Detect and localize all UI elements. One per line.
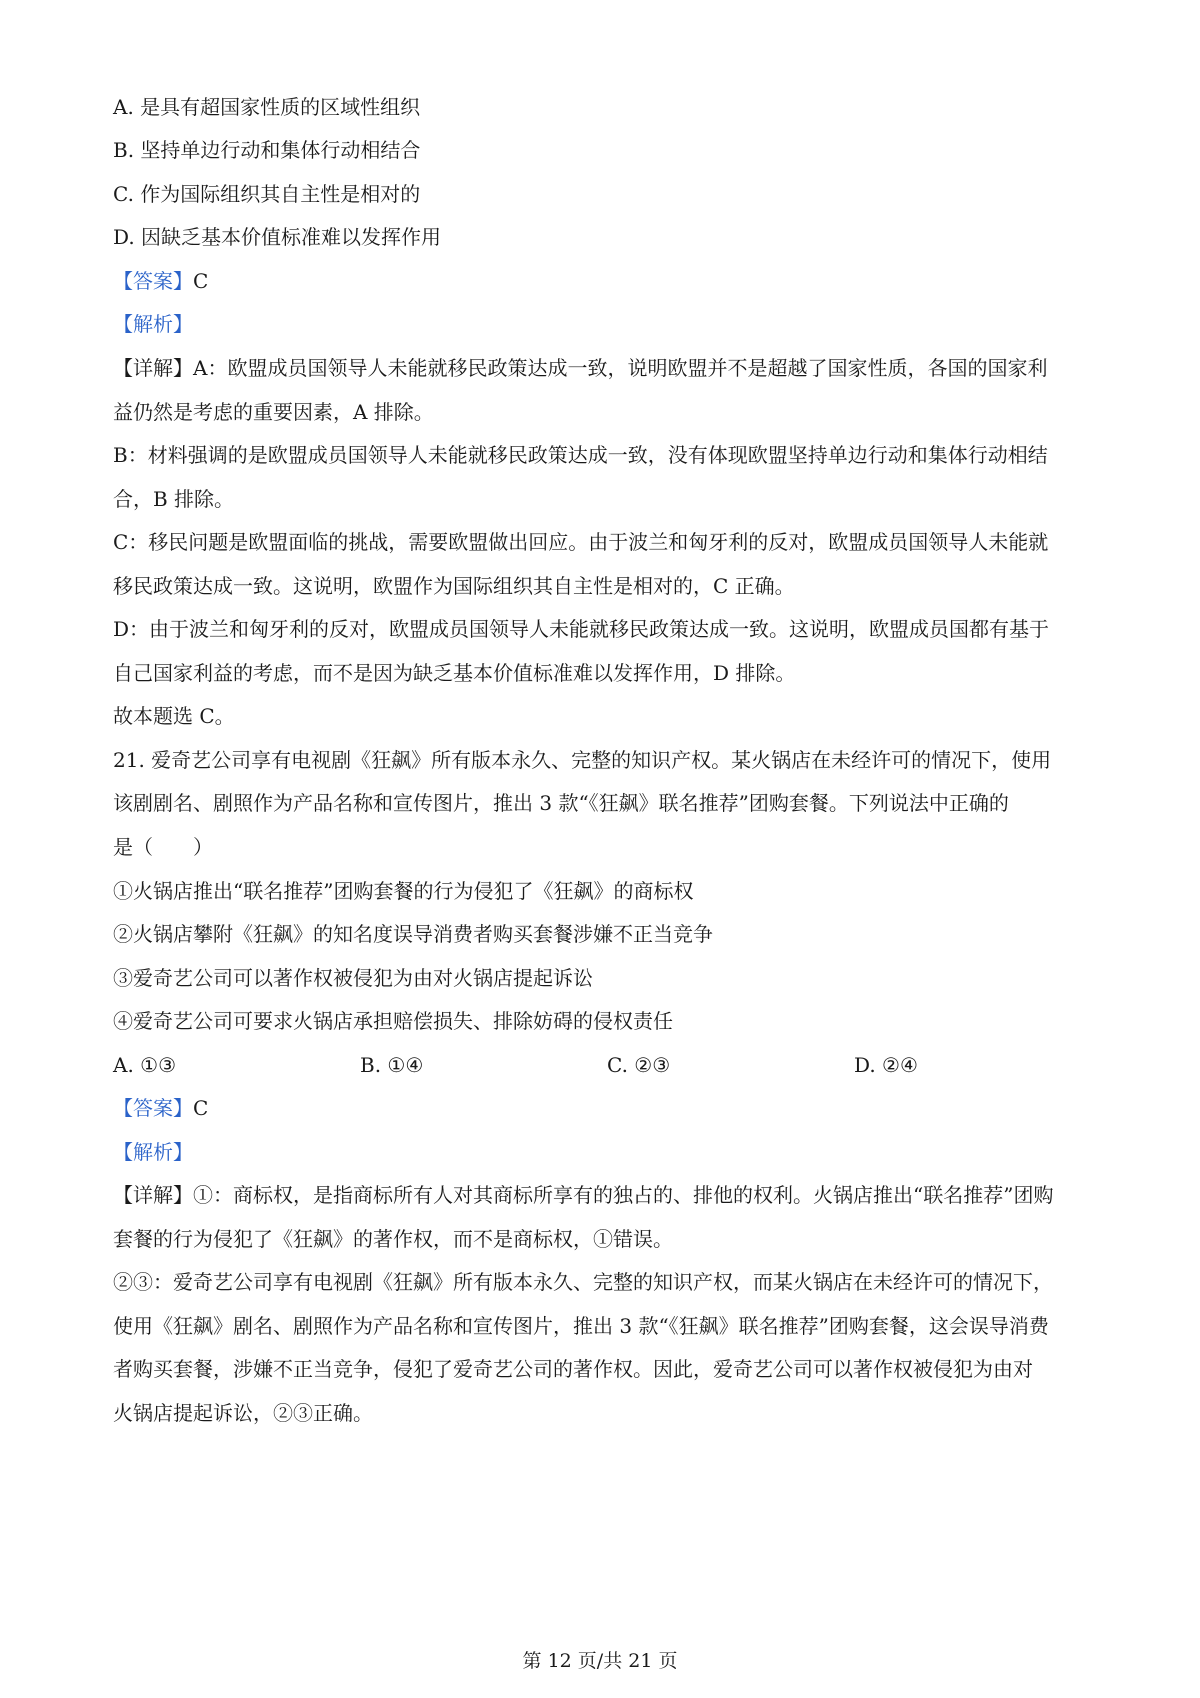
q20-detail-line: D：由于波兰和匈牙利的反对，欧盟成员国领导人未能就移民政策达成一致。这说明，欧盟成员国都有基于	[113, 617, 1050, 641]
q21-detail-line: 套餐的行为侵犯了《狂飙》的著作权，而不是商标权，①错误。	[113, 1227, 673, 1251]
q21-statement-3: ③爱奇艺公司可以著作权被侵犯为由对火锅店提起诉讼	[113, 966, 593, 990]
q21-stem-line: 是（ ）	[113, 835, 213, 859]
q21-statement-4: ④爱奇艺公司可要求火锅店承担赔偿损失、排除妨碍的侵权责任	[113, 1009, 673, 1033]
q21-detail-line: ②③：爱奇艺公司享有电视剧《狂飙》所有版本永久、完整的知识产权，而某火锅店在未经许可的情况下，	[113, 1270, 1053, 1294]
answer-value: C	[193, 1096, 209, 1120]
q21-statement-2: ②火锅店攀附《狂飙》的知名度误导消费者购买套餐涉嫌不正当竞争	[113, 922, 713, 946]
q20-detail-line: C：移民问题是欧盟面临的挑战，需要欧盟做出回应。由于波兰和匈牙利的反对，欧盟成员国领导人未能就	[113, 530, 1049, 554]
q21-choice-b: B. ①④	[360, 1053, 424, 1077]
answer-tag: 【答案】	[113, 1096, 193, 1120]
detail-tag: 【详解】	[113, 1183, 193, 1207]
q21-stem-line: 21. 爱奇艺公司享有电视剧《狂飙》所有版本永久、完整的知识产权。某火锅店在未经许可的情况下，使用	[113, 748, 1052, 772]
page-number: 第 12 页/共 21 页	[522, 1650, 678, 1672]
detail-tag: 【详解】	[113, 356, 193, 380]
q20-detail-line: 益仍然是考虑的重要因素，A 排除。	[113, 400, 434, 424]
q20-option-b: B. 坚持单边行动和集体行动相结合	[113, 138, 421, 162]
answer-tag: 【答案】	[113, 269, 193, 293]
answer-value: C	[193, 269, 209, 293]
q20-answer	[113, 266, 1103, 296]
q20-detail-line: 合，B 排除。	[113, 487, 235, 511]
q21-detail-line: 火锅店提起诉讼，②③正确。	[113, 1401, 373, 1425]
q20-detail-line: 移民政策达成一致。这说明，欧盟作为国际组织其自主性是相对的，C 正确。	[113, 574, 795, 598]
q20-conclusion: 故本题选 C。	[113, 704, 235, 728]
q21-detail-line: 使用《狂飙》剧名、剧照作为产品名称和宣传图片，推出 3 款“《狂飙》联名推荐”团购套餐，这会误导消费	[113, 1314, 1049, 1338]
q21-choice-a: A. ①③	[113, 1053, 177, 1077]
q20-detail-line: B：材料强调的是欧盟成员国领导人未能就移民政策达成一致，没有体现欧盟坚持单边行动和集体行动相结	[113, 443, 1048, 467]
q20-analysis-tag: 【解析】	[113, 312, 193, 336]
q20-option-c: C. 作为国际组织其自主性是相对的	[113, 182, 421, 206]
q21-choices	[113, 1050, 1103, 1080]
q21-answer	[113, 1093, 1103, 1123]
q21-choice-d: D. ②④	[854, 1053, 918, 1077]
q20-option-a: A. 是具有超国家性质的区域性组织	[113, 95, 421, 119]
q21-stem-line: 该剧剧名、剧照作为产品名称和宣传图片，推出 3 款“《狂飙》联名推荐”团购套餐。下列说法中正确的	[113, 791, 1009, 815]
q20-detail-line: 【详解】A：欧盟成员国领导人未能就移民政策达成一致，说明欧盟并不是超越了国家性质，各国的国家利	[113, 356, 1048, 380]
q21-analysis-tag: 【解析】	[113, 1140, 193, 1164]
q21-detail-line: 【详解】①：商标权，是指商标所有人对其商标所享有的独占的、排他的权利。火锅店推出“联名推荐”团购	[113, 1183, 1054, 1207]
q21-detail-line: 者购买套餐，涉嫌不正当竞争，侵犯了爱奇艺公司的著作权。因此，爱奇艺公司可以著作权被侵犯为由对	[113, 1357, 1033, 1381]
q20-option-d: D. 因缺乏基本价值标准难以发挥作用	[113, 225, 442, 249]
q21-choice-c: C. ②③	[607, 1053, 671, 1077]
q21-statement-1: ①火锅店推出“联名推荐”团购套餐的行为侵犯了《狂飙》的商标权	[113, 879, 694, 903]
q20-detail-line: 自己国家利益的考虑，而不是因为缺乏基本价值标准难以发挥作用，D 排除。	[113, 661, 796, 685]
